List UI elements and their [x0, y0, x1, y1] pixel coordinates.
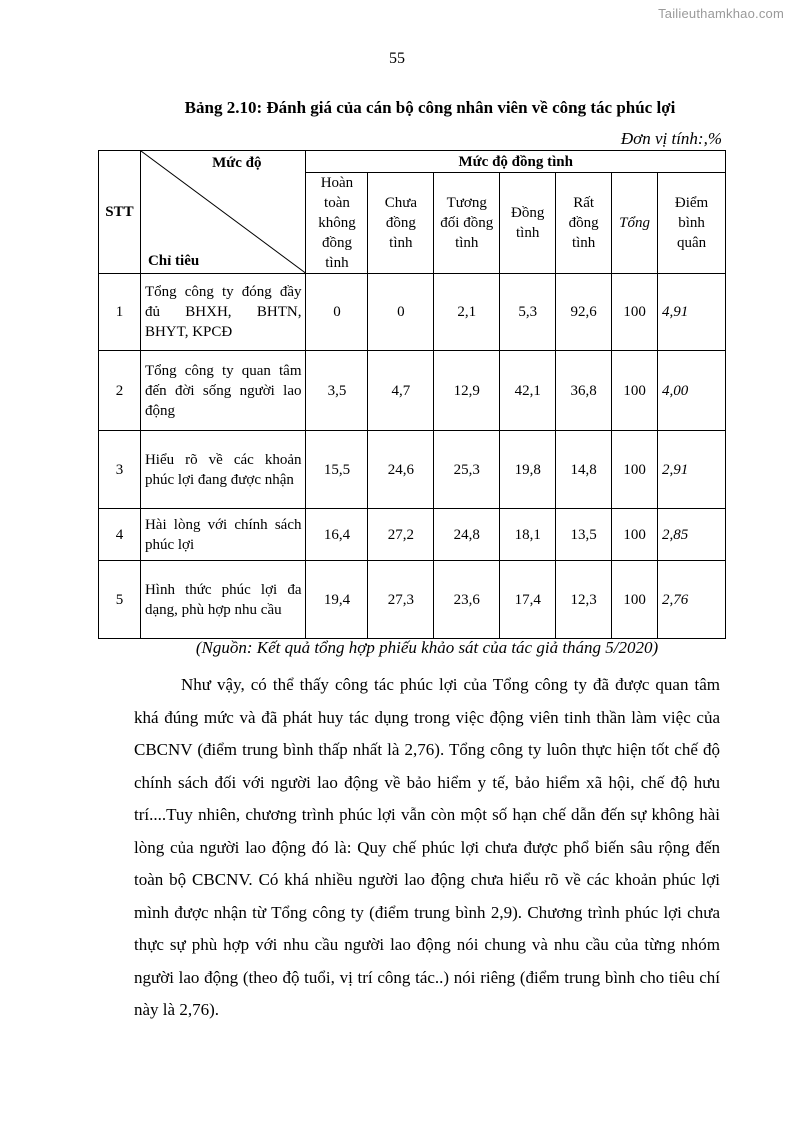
- stt-cell: 1: [99, 274, 141, 351]
- table-row: [99, 351, 726, 431]
- table-row: [99, 274, 726, 351]
- body-paragraph: Như vậy, có thể thấy công tác phúc lợi của Tổng công ty đã được quan tâm khá đúng mức và đã phát huy tác dụng trong việc động viên tinh thần làm việc của CBCNV (điểm trung bình thấp nhất là 2,76). Tổng công ty luôn thực hiện tốt chế độ chính sách đối với người lao động về bảo hiểm y tế, bảo hiểm xã hội, chế độ hưu trí....Tuy nhiên, chương trình phúc lợi vẫn còn một số hạn chế dẫn đến sự không hài lòng của người lao động đó là: Quy chế phúc lợi chưa được phổ biến sâu rộng đến toàn bộ CBCNV. Có khá nhiều người lao động chưa hiểu rõ về các khoản phúc lợi mình được nhận từ Tổng công ty (điểm trung bình 2,9). Chương trình phúc lợi chưa thực sự phù hợp với nhu cầu người lao động nói chung và nhu cầu của từng nhóm người lao động (theo độ tuổi, vị trí công tác..) nói riêng (điểm trung bình cho tiêu chí này là 2,76).: [134, 675, 720, 1019]
- value-cell: 3,5: [306, 351, 368, 431]
- page-number: 55: [389, 50, 405, 67]
- stt-cell: 4: [99, 509, 141, 561]
- source-note: (Nguồn: Kết quả tổng hợp phiếu khảo sát của tác giả tháng 5/2020): [195, 638, 659, 657]
- stt-header: STT: [99, 151, 141, 274]
- criteria-cell: Tổng công ty đóng đầy đủ BHXH, BHTN, BHYT, KPCĐ: [140, 274, 306, 351]
- column-header: Hoàn toàn không đồng tình: [306, 173, 368, 274]
- column-header: Đồng tình: [500, 173, 556, 274]
- value-cell: 12,9: [434, 351, 500, 431]
- value-cell: 19,4: [306, 561, 368, 639]
- value-cell: 2,1: [434, 274, 500, 351]
- value-cell: 0: [368, 274, 434, 351]
- criteria-cell: Hiểu rõ về các khoản phúc lợi đang được nhận: [140, 431, 306, 509]
- value-cell: 18,1: [500, 509, 556, 561]
- total-cell: 100: [612, 561, 658, 639]
- value-cell: 25,3: [434, 431, 500, 509]
- column-header: Điểm bình quân: [658, 173, 726, 274]
- value-cell: 13,5: [556, 509, 612, 561]
- total-cell: 100: [612, 274, 658, 351]
- value-cell: 92,6: [556, 274, 612, 351]
- value-cell: 14,8: [556, 431, 612, 509]
- column-header: Chưa đồng tình: [368, 173, 434, 274]
- watermark: Tailieuthamkhao.com: [658, 6, 784, 21]
- table-row: [99, 561, 726, 639]
- value-cell: 16,4: [306, 509, 368, 561]
- table-row: [99, 431, 726, 509]
- diagonal-header-cell: [140, 151, 306, 274]
- stt-cell: 2: [99, 351, 141, 431]
- score-cell: 4,00: [658, 351, 726, 431]
- value-cell: 15,5: [306, 431, 368, 509]
- value-cell: 0: [306, 274, 368, 351]
- criteria-header: Chỉ tiêu: [147, 253, 200, 269]
- value-cell: 24,8: [434, 509, 500, 561]
- welfare-evaluation-table: [98, 150, 726, 639]
- column-header: Rất đồng tình: [556, 173, 612, 274]
- value-cell: 42,1: [500, 351, 556, 431]
- total-cell: 100: [612, 431, 658, 509]
- value-cell: 4,7: [368, 351, 434, 431]
- score-cell: 4,91: [658, 274, 726, 351]
- unit-label: Đơn vị tính:,%: [620, 129, 722, 148]
- value-cell: 27,3: [368, 561, 434, 639]
- value-cell: 19,8: [500, 431, 556, 509]
- stt-cell: 3: [99, 431, 141, 509]
- value-cell: 23,6: [434, 561, 500, 639]
- value-cell: 24,6: [368, 431, 434, 509]
- criteria-cell: Hài lòng với chính sách phúc lợi: [140, 509, 306, 561]
- column-header: Tổng: [612, 173, 658, 274]
- value-cell: 27,2: [368, 509, 434, 561]
- agreement-header: Mức độ đồng tình: [306, 151, 726, 173]
- total-cell: 100: [612, 509, 658, 561]
- score-cell: 2,91: [658, 431, 726, 509]
- total-cell: 100: [612, 351, 658, 431]
- table-title: Bảng 2.10: Đánh giá của cán bộ công nhân viên về công tác phúc lợi: [184, 98, 676, 117]
- value-cell: 12,3: [556, 561, 612, 639]
- column-header: Tương đối đồng tình: [434, 173, 500, 274]
- level-header: Mức độ: [212, 155, 262, 171]
- value-cell: 17,4: [500, 561, 556, 639]
- score-cell: 2,76: [658, 561, 726, 639]
- criteria-cell: Tổng công ty quan tâm đến đời sống người lao động: [140, 351, 306, 431]
- value-cell: 36,8: [556, 351, 612, 431]
- stt-cell: 5: [99, 561, 141, 639]
- table-row: [99, 509, 726, 561]
- value-cell: 5,3: [500, 274, 556, 351]
- criteria-cell: Hình thức phúc lợi đa dạng, phù hợp nhu cầu: [140, 561, 306, 639]
- score-cell: 2,85: [658, 509, 726, 561]
